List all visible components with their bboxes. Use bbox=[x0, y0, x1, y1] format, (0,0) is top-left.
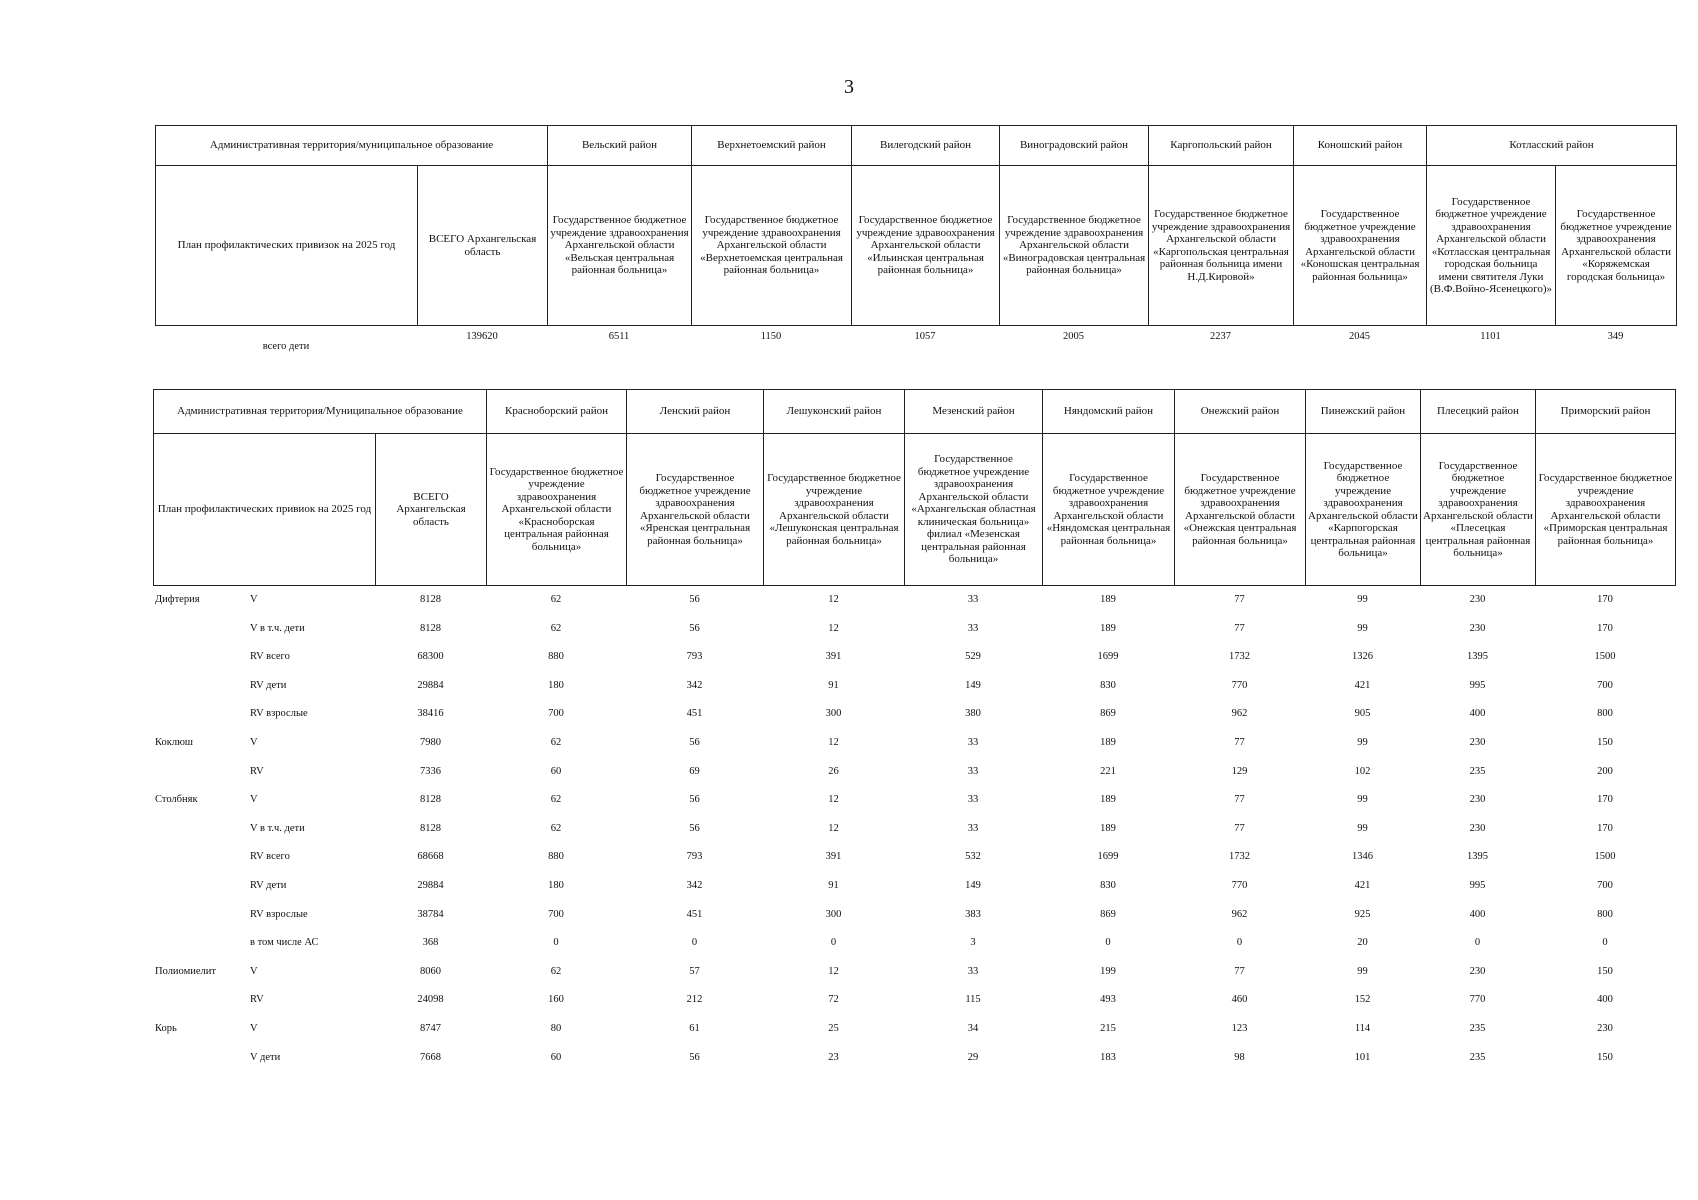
cell-value: 34 bbox=[967, 1022, 979, 1034]
institution-name: Государственное бюджетное учреждение здравоохранения Архангельской области «Верхнетоемская центральная районная больница» bbox=[692, 166, 852, 326]
cell-value: 12 bbox=[828, 594, 839, 606]
cell-value: 33 bbox=[967, 794, 979, 806]
district-header: Вилегодский район bbox=[852, 126, 1000, 166]
cell-value: 1346 bbox=[1352, 851, 1373, 863]
cell-value: 77 bbox=[1234, 794, 1245, 806]
table-row bbox=[153, 843, 1675, 872]
cell-value: 380 bbox=[965, 708, 981, 720]
district-header: Вельский район bbox=[548, 126, 692, 166]
cell-value: 1101 bbox=[1480, 331, 1501, 342]
district-header: Каргопольский район bbox=[1149, 126, 1294, 166]
cell-value: 6511 bbox=[608, 331, 630, 342]
cell-value: 2045 bbox=[1349, 331, 1370, 342]
cell-value: 150 bbox=[1597, 965, 1613, 977]
cell-value: 2005 bbox=[1063, 331, 1084, 342]
institution-name: Государственное бюджетное учреждение здравоохранения Архангельской области «Карпогорская центральная районная больница» bbox=[1306, 434, 1421, 586]
cell-value: 230 bbox=[1469, 822, 1486, 834]
cell-value: 342 bbox=[686, 679, 703, 691]
table-1-header bbox=[155, 125, 1677, 326]
table-row bbox=[153, 615, 1675, 644]
table-row bbox=[153, 700, 1675, 729]
cell-value: 0 bbox=[1602, 937, 1608, 949]
vaccination-type: RV всего bbox=[250, 651, 290, 663]
cell-value: 199 bbox=[1100, 965, 1116, 977]
infection-name: Полиомиелит bbox=[155, 965, 216, 977]
cell-value: 33 bbox=[967, 594, 979, 606]
total-label: ВСЕГО Архангельская область bbox=[376, 434, 487, 586]
cell-value: 77 bbox=[1234, 594, 1245, 606]
cell-value: 99 bbox=[1357, 594, 1368, 606]
cell-value: 700 bbox=[1597, 679, 1613, 691]
vaccination-type: V bbox=[250, 965, 258, 977]
cell-value: 800 bbox=[1597, 708, 1613, 720]
institution-name: Государственное бюджетное учреждение здравоохранения Архангельской области «Няндомская центральная районная больница» bbox=[1043, 434, 1175, 586]
cell-value: 793 bbox=[686, 651, 703, 663]
cell-value: 0 bbox=[830, 937, 837, 949]
infection-name bbox=[153, 758, 248, 787]
cell-value: 12 bbox=[828, 965, 839, 977]
cell-value: 421 bbox=[1354, 879, 1371, 891]
infection-name bbox=[153, 815, 248, 844]
district-header: Красноборский район bbox=[487, 390, 627, 434]
cell-value: 995 bbox=[1469, 879, 1486, 891]
cell-value: 77 bbox=[1234, 622, 1245, 634]
cell-value: 62 bbox=[550, 822, 562, 834]
cell-value: 149 bbox=[965, 679, 981, 691]
table-row bbox=[153, 758, 1675, 787]
cell-value: 770 bbox=[1469, 994, 1486, 1006]
cell-value: 221 bbox=[1100, 765, 1116, 777]
institution-name: Государственное бюджетное учреждение здравоохранения Архангельской области «Каргопольская центральная районная больница имени Н.Д.Кировой» bbox=[1149, 166, 1294, 326]
cell-value: 451 bbox=[686, 908, 703, 920]
cell-value: 115 bbox=[965, 994, 981, 1006]
district-header: Няндомский район bbox=[1043, 390, 1175, 434]
cell-value: 230 bbox=[1469, 794, 1486, 806]
vaccination-type: V в т.ч. дети bbox=[250, 822, 305, 834]
vaccination-type: V bbox=[250, 1022, 258, 1034]
cell-value: 183 bbox=[1100, 1051, 1116, 1063]
vaccination-type: V дети bbox=[250, 1051, 281, 1063]
institution-name: Государственное бюджетное учреждение здравоохранения Архангельской области «Вельская центральная районная больница» bbox=[548, 166, 692, 326]
cell-value: 189 bbox=[1100, 737, 1116, 749]
cell-value: 56 bbox=[689, 822, 700, 834]
cell-value: 77 bbox=[1234, 822, 1245, 834]
cell-value: 770 bbox=[1231, 879, 1248, 891]
cell-value: 1699 bbox=[1097, 851, 1119, 863]
institution-name: Государственное бюджетное учреждение здравоохранения Архангельской области «Яренская центральная районная больница» bbox=[627, 434, 764, 586]
row-label: всего дети bbox=[262, 340, 310, 352]
total-value: 68668 bbox=[417, 851, 444, 863]
cell-value: 23 bbox=[828, 1051, 839, 1063]
cell-value: 342 bbox=[686, 879, 703, 891]
institution-name: Государственное бюджетное учреждение здравоохранения Архангельской области «Плесецкая центральная районная больница» bbox=[1421, 434, 1536, 586]
plan-label: План профилактических привизок на 2025 год bbox=[156, 166, 418, 326]
total-value: 24098 bbox=[417, 994, 444, 1006]
cell-value: 235 bbox=[1469, 765, 1486, 777]
total-value: 139620 bbox=[466, 331, 498, 342]
table-row bbox=[153, 929, 1675, 958]
vaccination-type: RV bbox=[250, 765, 264, 777]
cell-value: 56 bbox=[689, 594, 700, 606]
total-value: 8128 bbox=[420, 622, 441, 634]
table-2-data bbox=[153, 586, 1675, 1072]
infection-name bbox=[153, 986, 248, 1015]
cell-value: 60 bbox=[550, 765, 562, 777]
cell-value: 33 bbox=[967, 765, 979, 777]
cell-value: 925 bbox=[1354, 908, 1371, 920]
cell-value: 421 bbox=[1354, 679, 1371, 691]
total-value: 38416 bbox=[417, 708, 444, 720]
district-header: Приморский район bbox=[1536, 390, 1676, 434]
cell-value: 212 bbox=[686, 994, 703, 1006]
infection-name: Дифтерия bbox=[155, 594, 200, 606]
cell-value: 62 bbox=[550, 965, 562, 977]
cell-value: 1732 bbox=[1229, 851, 1250, 863]
cell-value: 230 bbox=[1469, 622, 1486, 634]
table-row bbox=[153, 958, 1675, 987]
cell-value: 1057 bbox=[914, 331, 936, 342]
cell-value: 460 bbox=[1231, 994, 1248, 1006]
vaccination-type: RV взрослые bbox=[250, 708, 308, 720]
district-header: Лешуконский район bbox=[764, 390, 905, 434]
cell-value: 830 bbox=[1100, 879, 1116, 891]
cell-value: 102 bbox=[1354, 765, 1371, 777]
table-row bbox=[153, 643, 1675, 672]
cell-value: 1395 bbox=[1467, 851, 1488, 863]
table-row bbox=[153, 986, 1675, 1015]
cell-value: 12 bbox=[828, 622, 839, 634]
cell-value: 800 bbox=[1597, 908, 1613, 920]
vaccination-type: RV дети bbox=[250, 879, 287, 891]
infection-name bbox=[153, 1044, 248, 1073]
cell-value: 189 bbox=[1100, 794, 1116, 806]
cell-value: 200 bbox=[1597, 765, 1613, 777]
cell-value: 235 bbox=[1469, 1022, 1486, 1034]
vaccination-type: RV взрослые bbox=[250, 908, 308, 920]
table-2-header bbox=[153, 389, 1676, 586]
cell-value: 12 bbox=[828, 822, 839, 834]
cell-value: 529 bbox=[965, 651, 981, 663]
cell-value: 962 bbox=[1231, 908, 1248, 920]
cell-value: 0 bbox=[691, 937, 698, 949]
cell-value: 77 bbox=[1234, 965, 1245, 977]
institution-name: Государственное бюджетное учреждение здравоохранения Архангельской области «Виноградовская центральная районная больница» bbox=[1000, 166, 1149, 326]
cell-value: 189 bbox=[1100, 822, 1116, 834]
cell-value: 56 bbox=[689, 737, 700, 749]
cell-value: 12 bbox=[828, 794, 839, 806]
cell-value: 56 bbox=[689, 622, 700, 634]
cell-value: 391 bbox=[825, 651, 842, 663]
total-value: 8060 bbox=[420, 965, 441, 977]
table-row bbox=[153, 786, 1675, 815]
cell-value: 300 bbox=[825, 708, 842, 720]
institution-name: Государственное бюджетное учреждение здравоохранения Архангельской области «Онежская центральная районная больница» bbox=[1175, 434, 1306, 586]
vaccination-type: RV всего bbox=[250, 851, 290, 863]
vaccination-type: V bbox=[250, 737, 258, 749]
cell-value: 3 bbox=[970, 937, 976, 949]
cell-value: 400 bbox=[1469, 708, 1486, 720]
cell-value: 532 bbox=[965, 851, 981, 863]
table-row bbox=[153, 872, 1675, 901]
total-value: 368 bbox=[422, 937, 439, 949]
cell-value: 400 bbox=[1469, 908, 1486, 920]
table-row bbox=[153, 815, 1675, 844]
infection-name bbox=[153, 615, 248, 644]
institution-name: Государственное бюджетное учреждение здравоохранения Архангельской области «Коряжемская городская больница» bbox=[1556, 166, 1677, 326]
cell-value: 700 bbox=[548, 908, 564, 920]
cell-value: 25 bbox=[828, 1022, 839, 1034]
vaccination-type: V в т.ч. дети bbox=[250, 622, 305, 634]
total-value: 68300 bbox=[417, 651, 444, 663]
infection-name bbox=[153, 901, 248, 930]
institution-name: Государственное бюджетное учреждение здравоохранения Архангельской области «Приморская центральная районная больница» bbox=[1536, 434, 1676, 586]
table-row bbox=[153, 672, 1675, 701]
total-value: 29884 bbox=[417, 879, 444, 891]
total-value: 7336 bbox=[420, 765, 441, 777]
infection-name bbox=[153, 843, 248, 872]
cell-value: 33 bbox=[967, 822, 979, 834]
cell-value: 99 bbox=[1357, 622, 1368, 634]
infection-name: Коклюш bbox=[155, 737, 194, 749]
cell-value: 170 bbox=[1597, 822, 1613, 834]
cell-value: 230 bbox=[1469, 965, 1486, 977]
cell-value: 235 bbox=[1469, 1051, 1486, 1063]
plan-label: План профилактических привиок на 2025 год bbox=[154, 434, 376, 586]
cell-value: 72 bbox=[828, 994, 839, 1006]
cell-value: 91 bbox=[828, 879, 839, 891]
cell-value: 880 bbox=[548, 651, 564, 663]
cell-value: 493 bbox=[1100, 994, 1116, 1006]
table-row bbox=[153, 729, 1675, 758]
total-value: 7980 bbox=[420, 737, 441, 749]
institution-name: Государственное бюджетное учреждение здравоохранения Архангельской области «Лешуконская центральная районная больница» bbox=[764, 434, 905, 586]
total-value: 7668 bbox=[420, 1051, 441, 1063]
infection-name bbox=[153, 700, 248, 729]
institution-name: Государственное бюджетное учреждение здравоохранения Архангельской области «Ильинская центральная районная больница» bbox=[852, 166, 1000, 326]
cell-value: 905 bbox=[1354, 708, 1371, 720]
cell-value: 20 bbox=[1357, 937, 1368, 949]
table-1-totals bbox=[155, 330, 1676, 354]
cell-value: 101 bbox=[1354, 1051, 1371, 1063]
cell-value: 383 bbox=[965, 908, 981, 920]
cell-value: 150 bbox=[1597, 1051, 1613, 1063]
infection-name bbox=[153, 872, 248, 901]
total-value: 8128 bbox=[420, 594, 441, 606]
territory-header: Административная территория/Муниципальное образование bbox=[154, 390, 487, 434]
cell-value: 869 bbox=[1100, 908, 1116, 920]
cell-value: 99 bbox=[1357, 965, 1368, 977]
cell-value: 61 bbox=[689, 1022, 700, 1034]
total-value: 8747 bbox=[420, 1022, 441, 1034]
cell-value: 160 bbox=[548, 994, 564, 1006]
district-header: Котласский район bbox=[1427, 126, 1677, 166]
cell-value: 349 bbox=[1607, 331, 1624, 342]
cell-value: 995 bbox=[1469, 679, 1486, 691]
cell-value: 99 bbox=[1357, 822, 1368, 834]
cell-value: 170 bbox=[1597, 594, 1613, 606]
cell-value: 62 bbox=[550, 794, 562, 806]
cell-value: 123 bbox=[1231, 1022, 1248, 1034]
cell-value: 0 bbox=[1105, 937, 1111, 949]
district-header: Виноградовский район bbox=[1000, 126, 1149, 166]
cell-value: 62 bbox=[550, 594, 562, 606]
cell-value: 830 bbox=[1100, 679, 1116, 691]
cell-value: 1500 bbox=[1594, 851, 1616, 863]
cell-value: 180 bbox=[548, 679, 564, 691]
cell-value: 1699 bbox=[1097, 651, 1119, 663]
cell-value: 99 bbox=[1357, 794, 1368, 806]
table-row bbox=[153, 586, 1675, 615]
district-header: Верхнетоемский район bbox=[692, 126, 852, 166]
page-number: 3 bbox=[844, 76, 854, 98]
cell-value: 57 bbox=[689, 965, 700, 977]
infection-name: Корь bbox=[155, 1022, 177, 1034]
cell-value: 152 bbox=[1354, 994, 1371, 1006]
institution-name: Государственное бюджетное учреждение здравоохранения Архангельской области «Котласская центральная городская больница имени святителя Луки (В.Ф.Войно-Ясенецкого)» bbox=[1427, 166, 1556, 326]
cell-value: 793 bbox=[686, 851, 703, 863]
table-row bbox=[153, 1015, 1675, 1044]
cell-value: 33 bbox=[967, 622, 979, 634]
territory-header: Административная территория/муниципальное образование bbox=[156, 126, 548, 166]
cell-value: 114 bbox=[1354, 1022, 1371, 1034]
total-value: 8128 bbox=[420, 822, 441, 834]
cell-value: 1395 bbox=[1467, 651, 1488, 663]
district-header: Пинежский район bbox=[1306, 390, 1421, 434]
cell-value: 1500 bbox=[1594, 651, 1616, 663]
cell-value: 33 bbox=[967, 965, 979, 977]
district-header: Мезенский район bbox=[905, 390, 1043, 434]
infection-name bbox=[153, 929, 248, 958]
vaccination-type: V bbox=[250, 794, 258, 806]
infection-name bbox=[153, 672, 248, 701]
cell-value: 56 bbox=[689, 1051, 700, 1063]
cell-value: 56 bbox=[689, 794, 700, 806]
cell-value: 189 bbox=[1100, 594, 1116, 606]
table-row bbox=[153, 901, 1675, 930]
cell-value: 150 bbox=[1597, 737, 1613, 749]
cell-value: 189 bbox=[1100, 622, 1116, 634]
cell-value: 0 bbox=[1474, 937, 1481, 949]
total-value: 8128 bbox=[420, 794, 441, 806]
cell-value: 12 bbox=[828, 737, 839, 749]
cell-value: 700 bbox=[1597, 879, 1613, 891]
total-label: ВСЕГО Архангельская область bbox=[418, 166, 548, 326]
cell-value: 1150 bbox=[760, 331, 782, 342]
cell-value: 129 bbox=[1231, 765, 1248, 777]
cell-value: 62 bbox=[550, 737, 562, 749]
cell-value: 29 bbox=[967, 1051, 979, 1063]
cell-value: 2237 bbox=[1210, 331, 1231, 342]
institution-name: Государственное бюджетное учреждение здравоохранения Архангельской области «Архангельская областная клиническая больница» филиал «Мезенская центральная районная больница» bbox=[905, 434, 1043, 586]
cell-value: 26 bbox=[828, 765, 839, 777]
cell-value: 170 bbox=[1597, 794, 1613, 806]
district-header: Коношский район bbox=[1294, 126, 1427, 166]
cell-value: 1732 bbox=[1229, 651, 1250, 663]
cell-value: 700 bbox=[548, 708, 564, 720]
cell-value: 230 bbox=[1469, 594, 1486, 606]
cell-value: 33 bbox=[967, 737, 979, 749]
cell-value: 1326 bbox=[1352, 651, 1373, 663]
infection-name bbox=[153, 643, 248, 672]
institution-name: Государственное бюджетное учреждение здравоохранения Архангельской области «Красноборская центральная районная больница» bbox=[487, 434, 627, 586]
cell-value: 869 bbox=[1100, 708, 1116, 720]
cell-value: 180 bbox=[548, 879, 564, 891]
cell-value: 99 bbox=[1357, 737, 1368, 749]
cell-value: 770 bbox=[1231, 679, 1248, 691]
vaccination-type: RV дети bbox=[250, 679, 287, 691]
cell-value: 98 bbox=[1234, 1051, 1245, 1063]
cell-value: 149 bbox=[965, 879, 981, 891]
cell-value: 80 bbox=[550, 1022, 562, 1034]
vaccination-type: RV bbox=[250, 994, 264, 1006]
total-value: 29884 bbox=[417, 679, 444, 691]
cell-value: 77 bbox=[1234, 737, 1245, 749]
cell-value: 391 bbox=[825, 851, 842, 863]
cell-value: 962 bbox=[1231, 708, 1248, 720]
cell-value: 880 bbox=[548, 851, 564, 863]
district-header: Ленский район bbox=[627, 390, 764, 434]
cell-value: 230 bbox=[1597, 1022, 1613, 1034]
cell-value: 69 bbox=[689, 765, 700, 777]
cell-value: 60 bbox=[550, 1051, 562, 1063]
table-row bbox=[153, 1044, 1675, 1073]
district-header: Плесецкий район bbox=[1421, 390, 1536, 434]
cell-value: 62 bbox=[550, 622, 562, 634]
cell-value: 91 bbox=[828, 679, 839, 691]
total-value: 38784 bbox=[417, 908, 444, 920]
cell-value: 230 bbox=[1469, 737, 1486, 749]
cell-value: 170 bbox=[1597, 622, 1613, 634]
cell-value: 215 bbox=[1100, 1022, 1116, 1034]
cell-value: 300 bbox=[825, 908, 842, 920]
infection-name: Столбняк bbox=[155, 794, 198, 806]
cell-value: 0 bbox=[1236, 937, 1243, 949]
vaccination-type: V bbox=[250, 594, 258, 606]
institution-name: Государственное бюджетное учреждение здравоохранения Архангельской области «Коношская центральная районная больница» bbox=[1294, 166, 1427, 326]
vaccination-type: в том числе АС bbox=[250, 937, 319, 949]
district-header: Онежский район bbox=[1175, 390, 1306, 434]
cell-value: 0 bbox=[553, 937, 559, 949]
cell-value: 451 bbox=[686, 708, 703, 720]
cell-value: 400 bbox=[1597, 994, 1613, 1006]
